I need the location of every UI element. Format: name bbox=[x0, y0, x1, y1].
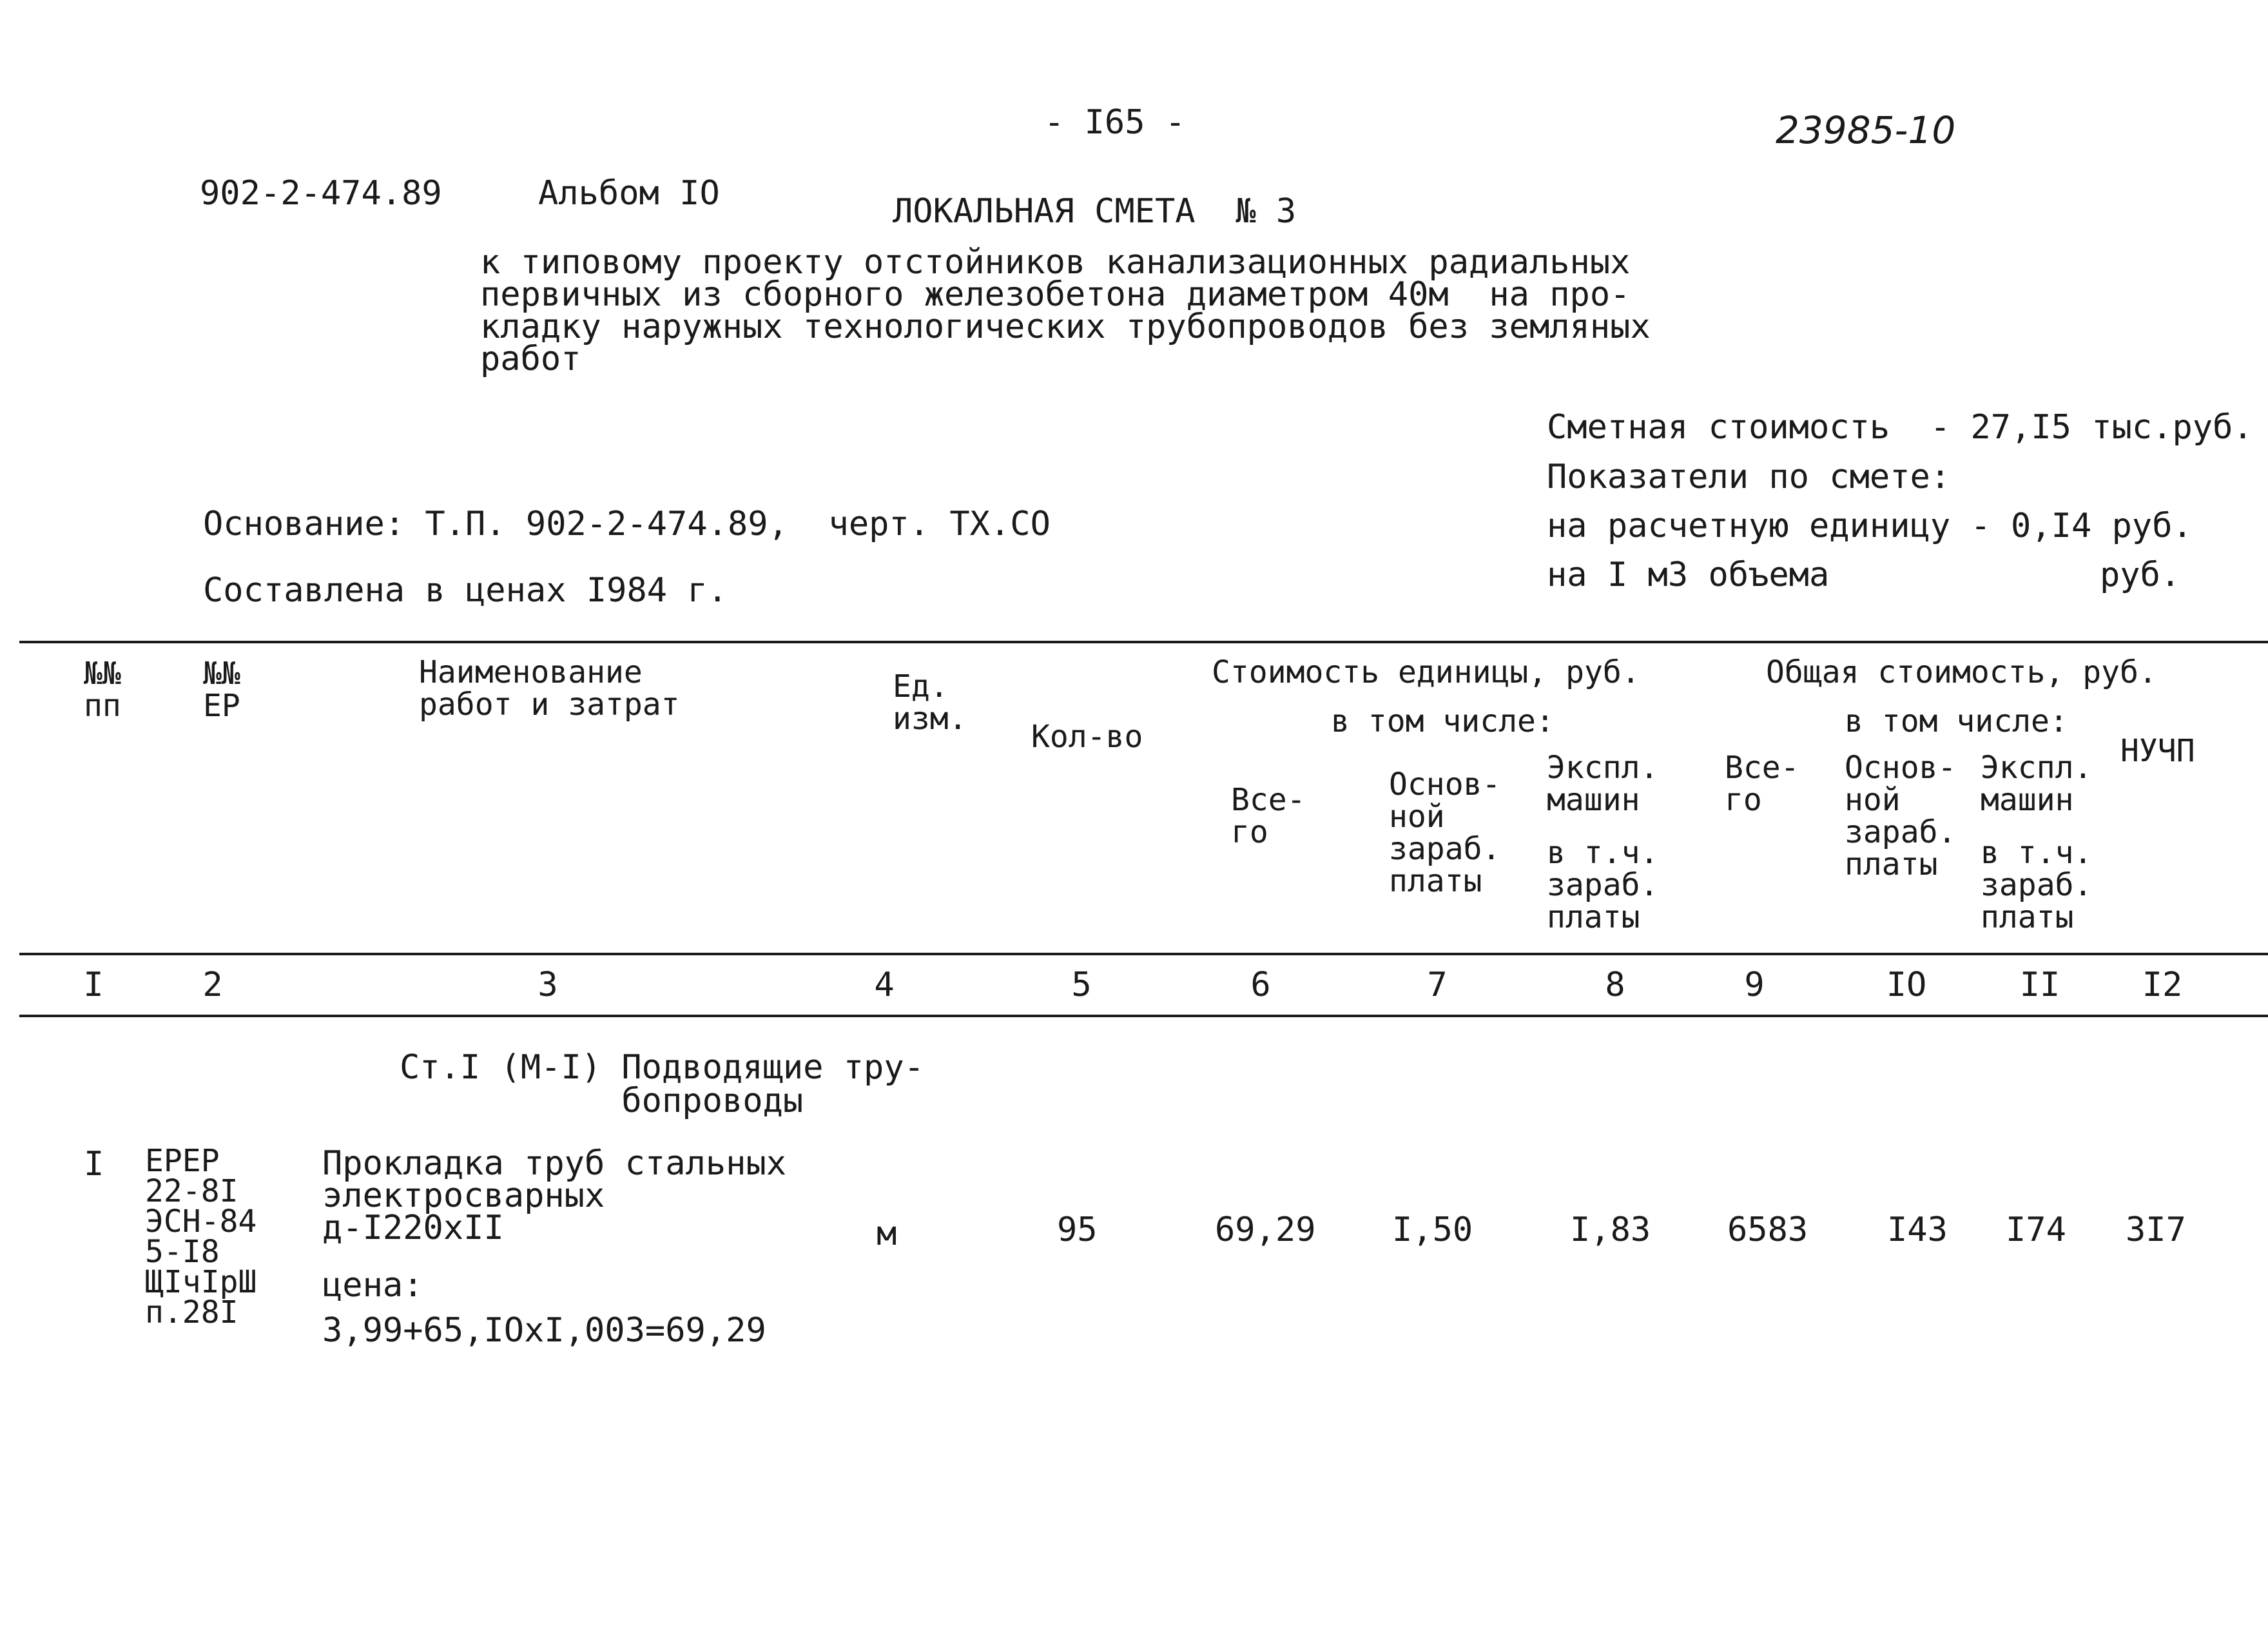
header-col-total: Все- го bbox=[1725, 750, 1799, 818]
section-heading: Ст.I (М-I) Подводящие тру- бопроводы bbox=[400, 1048, 924, 1120]
row-price-label: цена: bbox=[322, 1266, 423, 1305]
document-code: 23985-10 bbox=[1776, 108, 1956, 152]
header-col-unit-total: Все- го bbox=[1231, 782, 1306, 850]
header-col-total-wage: Основ- ной зараб. платы bbox=[1845, 750, 1957, 882]
album-label: Альбом IO bbox=[538, 174, 720, 213]
column-number: II bbox=[2019, 966, 2060, 1004]
header-col-overhead: НУЧП bbox=[2120, 733, 2195, 769]
project-code: 902-2-474.89 bbox=[200, 174, 442, 213]
column-number: 4 bbox=[874, 966, 895, 1004]
per-unit-cost: на расчетную единицу - 0,I4 руб. bbox=[1547, 507, 2193, 545]
estimated-cost: Сметная стоимость - 27,I5 тыс.руб. bbox=[1547, 408, 2253, 447]
column-number: I bbox=[83, 966, 104, 1004]
per-m3-unit: руб. bbox=[2100, 556, 2181, 594]
header-col-name: Наименование работ и затрат bbox=[419, 654, 680, 723]
row-price-formula: 3,99+65,IOхI,003=69,29 bbox=[322, 1311, 766, 1350]
row-overhead: 3I7 bbox=[2126, 1211, 2186, 1249]
column-number: 9 bbox=[1744, 966, 1765, 1004]
header-unit-cost: Стоимость единицы, руб. bbox=[1212, 654, 1640, 690]
header-unit-incl: в том числе: bbox=[1331, 703, 1555, 739]
document-subtitle: к типовому проекту отстойников канализационных радиальных первичных из сборного железобетона диаметром 40м на про- кладку наружных технологических трубопроводов без земляных работ bbox=[480, 243, 1651, 378]
row-total: 6583 bbox=[1727, 1211, 1808, 1249]
header-col-unit-machine-wage: в т.ч. зараб. платы bbox=[1547, 835, 1659, 935]
row-quantity: 95 bbox=[1057, 1211, 1098, 1249]
header-col-unit-machines: Экспл. машин bbox=[1547, 750, 1659, 818]
row-unit-total: 69,29 bbox=[1215, 1211, 1316, 1249]
basis-line: Основание: Т.П. 902-2-474.89, черт. ТХ.СО bbox=[203, 505, 1051, 543]
header-col-unit: Ед. изм. bbox=[893, 668, 967, 737]
row-unit-machines: I,83 bbox=[1570, 1211, 1651, 1249]
header-col-unit-wage: Основ- ной зараб. платы bbox=[1389, 766, 1501, 899]
row-unit: м bbox=[877, 1214, 897, 1253]
row-ep-reference: ЕРЕР 22-8I ЭСН-84 5-I8 ЩIчIрШ п.28I bbox=[145, 1143, 257, 1330]
row-number: I bbox=[84, 1145, 104, 1184]
column-number: 7 bbox=[1427, 966, 1448, 1004]
column-numbers-rule bbox=[19, 1015, 2268, 1017]
column-number: 2 bbox=[202, 966, 223, 1004]
indicators-label: Показатели по смете: bbox=[1547, 458, 1951, 496]
row-unit-wage: I,50 bbox=[1392, 1211, 1473, 1249]
column-number: 8 bbox=[1605, 966, 1625, 1004]
column-number: 3 bbox=[538, 966, 558, 1004]
row-total-wage: I43 bbox=[1887, 1211, 1948, 1249]
header-bottom-rule bbox=[19, 953, 2268, 955]
row-total-machines: I74 bbox=[2006, 1211, 2066, 1249]
column-number: 5 bbox=[1071, 966, 1092, 1004]
prices-line: Составлена в ценах I984 г. bbox=[203, 571, 728, 610]
per-m3-label: на I м3 объема bbox=[1547, 556, 1830, 594]
column-number: I2 bbox=[2142, 966, 2183, 1004]
column-number: 6 bbox=[1250, 966, 1271, 1004]
header-total-cost: Общая стоимость, руб. bbox=[1766, 654, 2157, 690]
document-title: ЛОКАЛЬНАЯ СМЕТА № 3 bbox=[893, 192, 1297, 231]
table-top-rule bbox=[19, 641, 2268, 643]
column-number: IO bbox=[1886, 966, 1927, 1004]
row-work-name: Прокладка труб стальных электросварных д-I220хII bbox=[322, 1144, 787, 1247]
header-col-total-machines: Экспл. машин bbox=[1981, 750, 2093, 818]
header-col-quantity: Кол-во bbox=[1031, 719, 1143, 755]
header-col-total-machine-wage: в т.ч. зараб. платы bbox=[1981, 835, 2093, 935]
header-total-incl: в том числе: bbox=[1845, 703, 2068, 739]
page-number: - I65 - bbox=[1044, 103, 1186, 142]
header-col-number: №№ пп bbox=[84, 656, 121, 724]
header-col-ep: №№ ЕР bbox=[203, 656, 240, 724]
